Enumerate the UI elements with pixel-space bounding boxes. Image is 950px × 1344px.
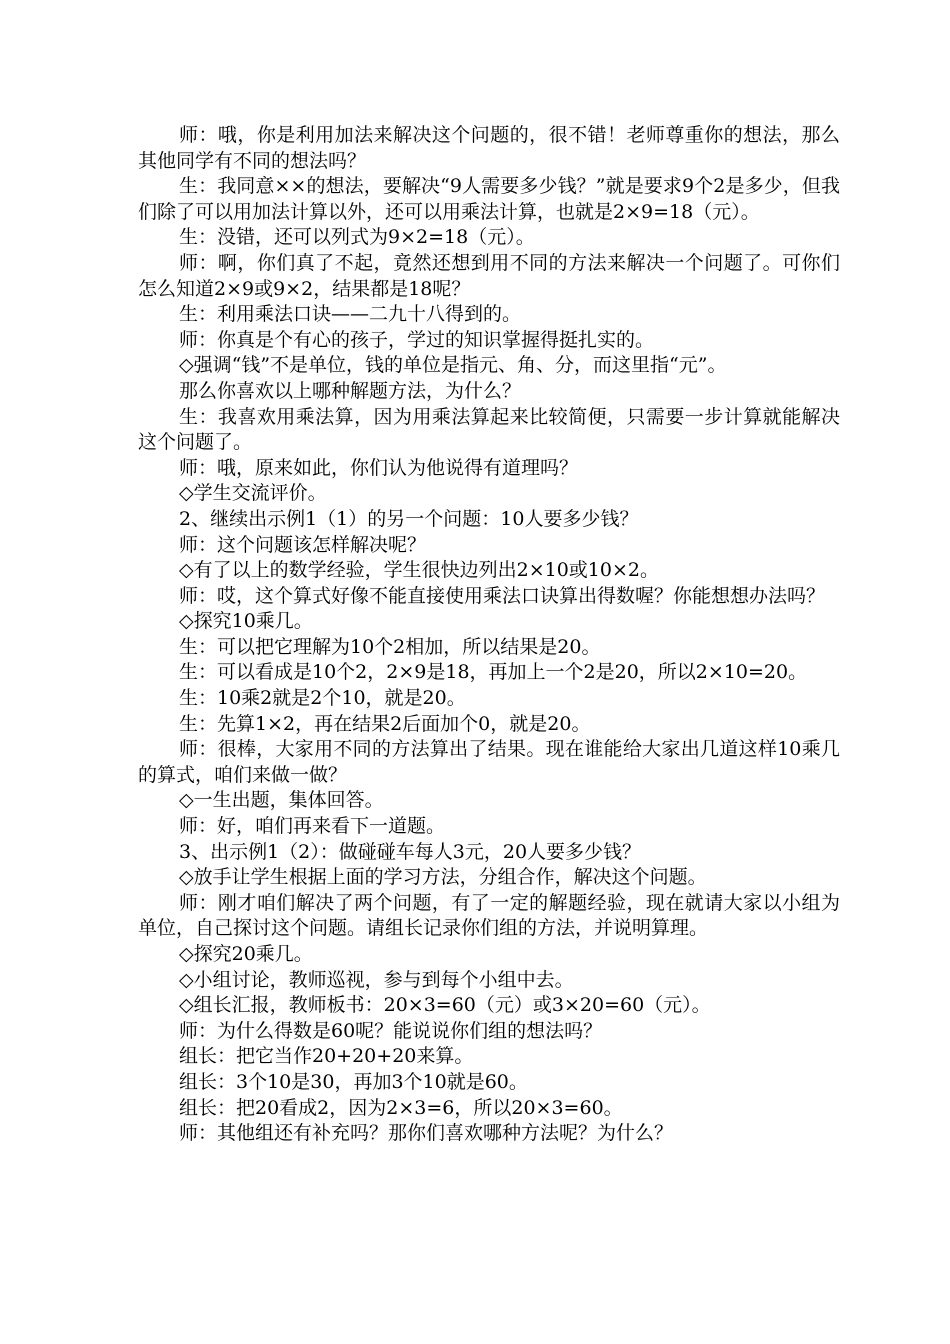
paragraph-23: 师：好，咱们再来看下一道题。 [179,815,446,838]
paragraph-28: ◇小组讨论，教师巡视，参与到每个小组中去。 [179,968,574,991]
paragraph-29: ◇组长汇报，教师板书：20×3=60（元）或3×20=60（元）。 [179,994,711,1017]
paragraph-20: 生：先算1×2，再在结果2后面加个0，就是20。 [179,712,591,735]
paragraph-33: 组长：把20看成2，因为2×3=6，所以20×3=60。 [179,1096,623,1119]
paragraph-9: 生：我喜欢用乘法算，因为用乘法算起来比较简便，只需要一步计算就能解决这个问题了。 [138,405,840,454]
paragraph-5: 生：利用乘法口诀——二九十八得到的。 [179,303,522,326]
document-body [138,123,840,1147]
paragraph-2: 生：我同意××的想法，要解决“9人需要多少钱？”就是要求9个2是多少，但我们除了可以用加法计算以外，还可以用乘法计算，也就是2×9=18（元）。 [138,175,840,223]
paragraph-3: 生：没错，还可以列式为9×2=18（元）。 [179,226,535,249]
paragraph-7: ◇强调“钱”不是单位，钱的单位是指元、角、分，而这里指“元”。 [179,354,727,377]
paragraph-18: 生：可以看成是10个2，2×9是18，再加上一个2是20，所以2×10=20。 [179,661,808,684]
paragraph-8: 那么你喜欢以上哪种解题方法，为什么？ [179,379,522,402]
paragraph-13: 师：这个问题该怎样解决呢？ [179,533,427,556]
paragraph-1: 师：哦，你是利用加法来解决这个问题的，很不错！老师尊重你的想法，那么其他同学有不同的想法吗？ [138,124,840,172]
paragraph-11: ◇学生交流评价。 [179,482,327,505]
paragraph-15: 师：哎，这个算式好像不能直接使用乘法口诀算出得数喔？你能想想办法吗？ [179,584,826,607]
paragraph-14: ◇有了以上的数学经验，学生很快边列出2×10或10×2。 [179,559,659,582]
paragraph-25: ◇放手让学生根据上面的学习方法，分组合作，解决这个问题。 [179,866,707,889]
paragraph-10: 师：哦，原来如此，你们认为他说得有道理吗？ [179,456,579,479]
paragraph-4: 师：啊，你们真了不起，竟然还想到用不同的方法来解决一个问题了。可你们怎么知道2×9或9×2，结果都是18呢？ [138,251,840,300]
paragraph-22: ◇一生出题，集体回答。 [179,789,384,812]
paragraph-30: 师：为什么得数是60呢？能说说你们组的想法吗？ [179,1019,603,1042]
paragraph-12: 2、继续出示例1（1）的另一个问题：10人要多少钱？ [179,507,639,530]
paragraph-27: ◇探究20乘几。 [179,943,313,965]
paragraph-34: 师：其他组还有补充吗？那你们喜欢哪种方法呢？为什么？ [179,1122,674,1145]
paragraph-19: 生：10乘2就是2个10，就是20。 [179,687,466,710]
paragraph-16: ◇探究10乘几。 [179,610,313,633]
paragraph-26: 师：刚才咱们解决了两个问题，有了一定的解题经验，现在就请大家以小组为单位，自己探讨这个问题。请组长记录你们组的方法，并说明算理。 [138,891,840,940]
paragraph-32: 组长：3个10是30，再加3个10就是60。 [179,1070,528,1093]
paragraph-6: 师：你真是个有心的孩子，学过的知识掌握得挺扎实的。 [179,328,655,351]
paragraph-21: 师：很棒，大家用不同的方法算出了结果。现在谁能给大家出几道这样10乘几的算式，咱们来做一做？ [138,738,840,786]
paragraph-31: 组长：把它当作20+20+20来算。 [179,1045,474,1068]
paragraph-17: 生：可以把它理解为10个2相加，所以结果是20。 [179,635,601,658]
paragraph-24: 3、出示例1（2）：做碰碰车每人3元，20人要多少钱？ [179,840,642,863]
